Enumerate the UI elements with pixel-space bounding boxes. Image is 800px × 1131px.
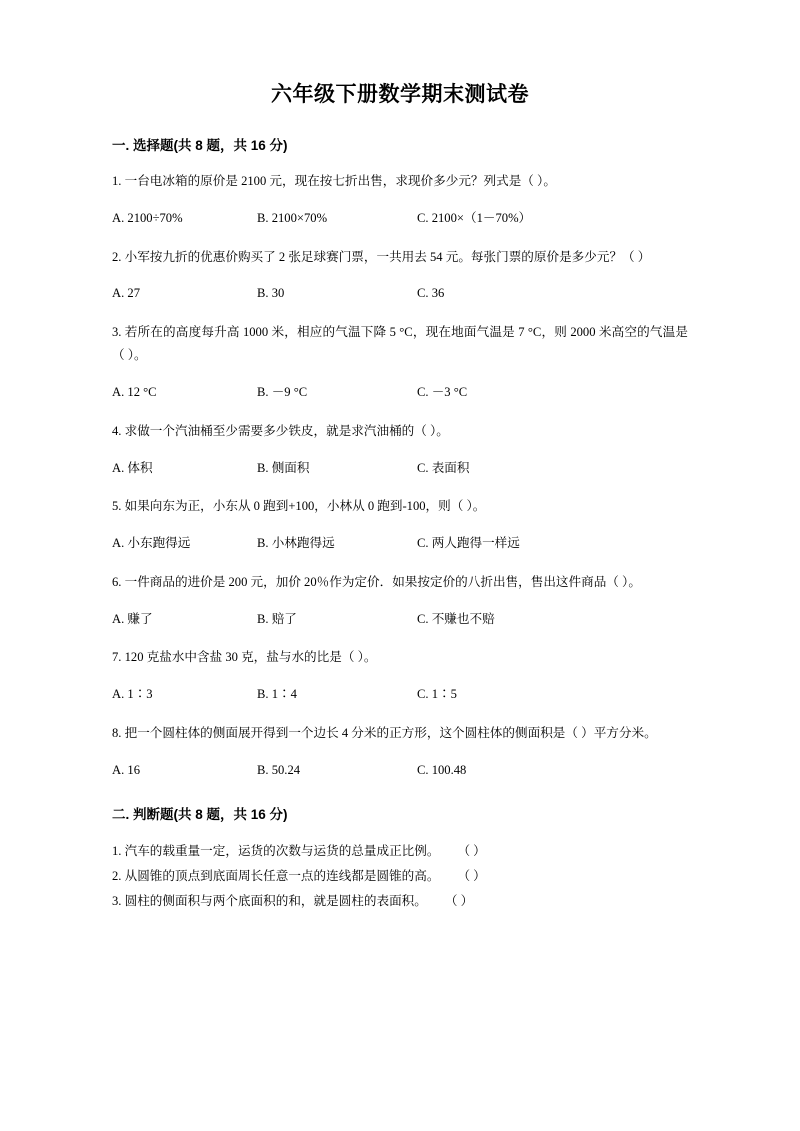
option-a[interactable]: A. 赚了: [112, 611, 153, 626]
truefalse-text: 1. 汽车的载重量一定，运货的次数与运货的总量成正比例。: [112, 844, 440, 859]
question-options: [112, 759, 688, 782]
option-c[interactable]: C. －3 °C: [417, 384, 468, 399]
option-c[interactable]: C. 2100×（1－70%）: [417, 210, 532, 225]
option-c[interactable]: C. 表面积: [417, 460, 470, 475]
truefalse-list: [112, 839, 688, 913]
option-b[interactable]: B. 赔了: [257, 611, 297, 626]
section-heading-truefalse: 二. 判断题(共 8 题，共 16 分): [112, 807, 288, 823]
question-text: 1. 一台电冰箱的原价是 2100 元，现在按七折出售，求现价多少元？列式是（ ）。: [112, 174, 556, 188]
question-text: 8. 把一个圆柱体的侧面展开得到一个边长 4 分米的正方形，这个圆柱体的侧面积是（ ）平方分米。: [112, 725, 657, 740]
option-a[interactable]: A. 16: [112, 762, 140, 777]
list-item: [112, 889, 688, 914]
truefalse-text: 2. 从圆锥的顶点到底面周长任意一点的连线都是圆锥的高。: [112, 868, 440, 883]
option-b[interactable]: B. 50.24: [257, 762, 301, 777]
option-a[interactable]: A. 体积: [112, 460, 153, 475]
option-b[interactable]: B. 1∶4: [257, 687, 297, 702]
question-options: [112, 532, 688, 555]
answer-brackets[interactable]: （ ）: [444, 893, 474, 908]
option-c[interactable]: C. 不赚也不赔: [417, 611, 495, 626]
option-b[interactable]: B. －9 °C: [257, 384, 308, 399]
option-b[interactable]: B. 侧面积: [257, 460, 310, 475]
question-options: [112, 381, 688, 404]
question-options: [112, 457, 688, 480]
option-c[interactable]: C. 1∶5: [417, 687, 457, 702]
truefalse-text: 3. 圆柱的侧面积与两个底面积的和，就是圆柱的表面积。: [112, 893, 427, 908]
answer-brackets[interactable]: （ ）: [457, 868, 486, 883]
section-heading-choice: 一. 选择题(共 8 题，共 16 分): [112, 138, 288, 153]
list-item: [112, 839, 688, 864]
option-a[interactable]: A. 27: [112, 286, 140, 301]
option-c[interactable]: C. 36: [417, 286, 445, 301]
question-text: 2. 小军按九折的优惠价购买了 2 张足球赛门票，一共用去 54 元。每张门票的原价是多少元？（ ）: [112, 249, 651, 264]
question-options: [112, 207, 688, 230]
option-b[interactable]: B. 30: [257, 286, 285, 301]
answer-brackets[interactable]: （ ）: [457, 844, 486, 859]
question-text: 5. 如果向东为正，小东从 0 跑到+100，小林从 0 跑到-100，则（ ）。: [112, 499, 486, 514]
question-options: [112, 282, 688, 305]
question-options: [112, 683, 688, 706]
question-text: 7. 120 克盐水中含盐 30 克，盐与水的比是（ ）。: [112, 650, 377, 665]
option-b[interactable]: B. 小林跑得远: [257, 536, 335, 551]
option-a[interactable]: A. 12 °C: [112, 384, 157, 399]
option-b[interactable]: B. 2100×70%: [257, 210, 328, 225]
question-text: 4. 求做一个汽油桶至少需要多少铁皮，就是求汽油桶的（ ）。: [112, 423, 449, 438]
option-a[interactable]: A. 小东跑得远: [112, 536, 191, 551]
option-a[interactable]: A. 1∶3: [112, 687, 153, 702]
question-text: 3. 若所在的高度每升高 1000 米，相应的气温下降 5 °C，现在地面气温是 7 °C，则 2000 米高空的气温是（ ）。: [112, 325, 688, 363]
list-item: [112, 864, 688, 889]
page-title: 六年级下册数学期末测试卷: [271, 83, 529, 106]
question-text: 6. 一件商品的进价是 200 元，加价 20％作为定价．如果按定价的八折出售，售出这件商品（ ）。: [112, 574, 641, 589]
option-c[interactable]: C. 两人跑得一样远: [417, 536, 520, 551]
option-c[interactable]: C. 100.48: [417, 762, 467, 777]
question-options: [112, 608, 688, 631]
option-a[interactable]: A. 2100÷70%: [112, 210, 183, 225]
